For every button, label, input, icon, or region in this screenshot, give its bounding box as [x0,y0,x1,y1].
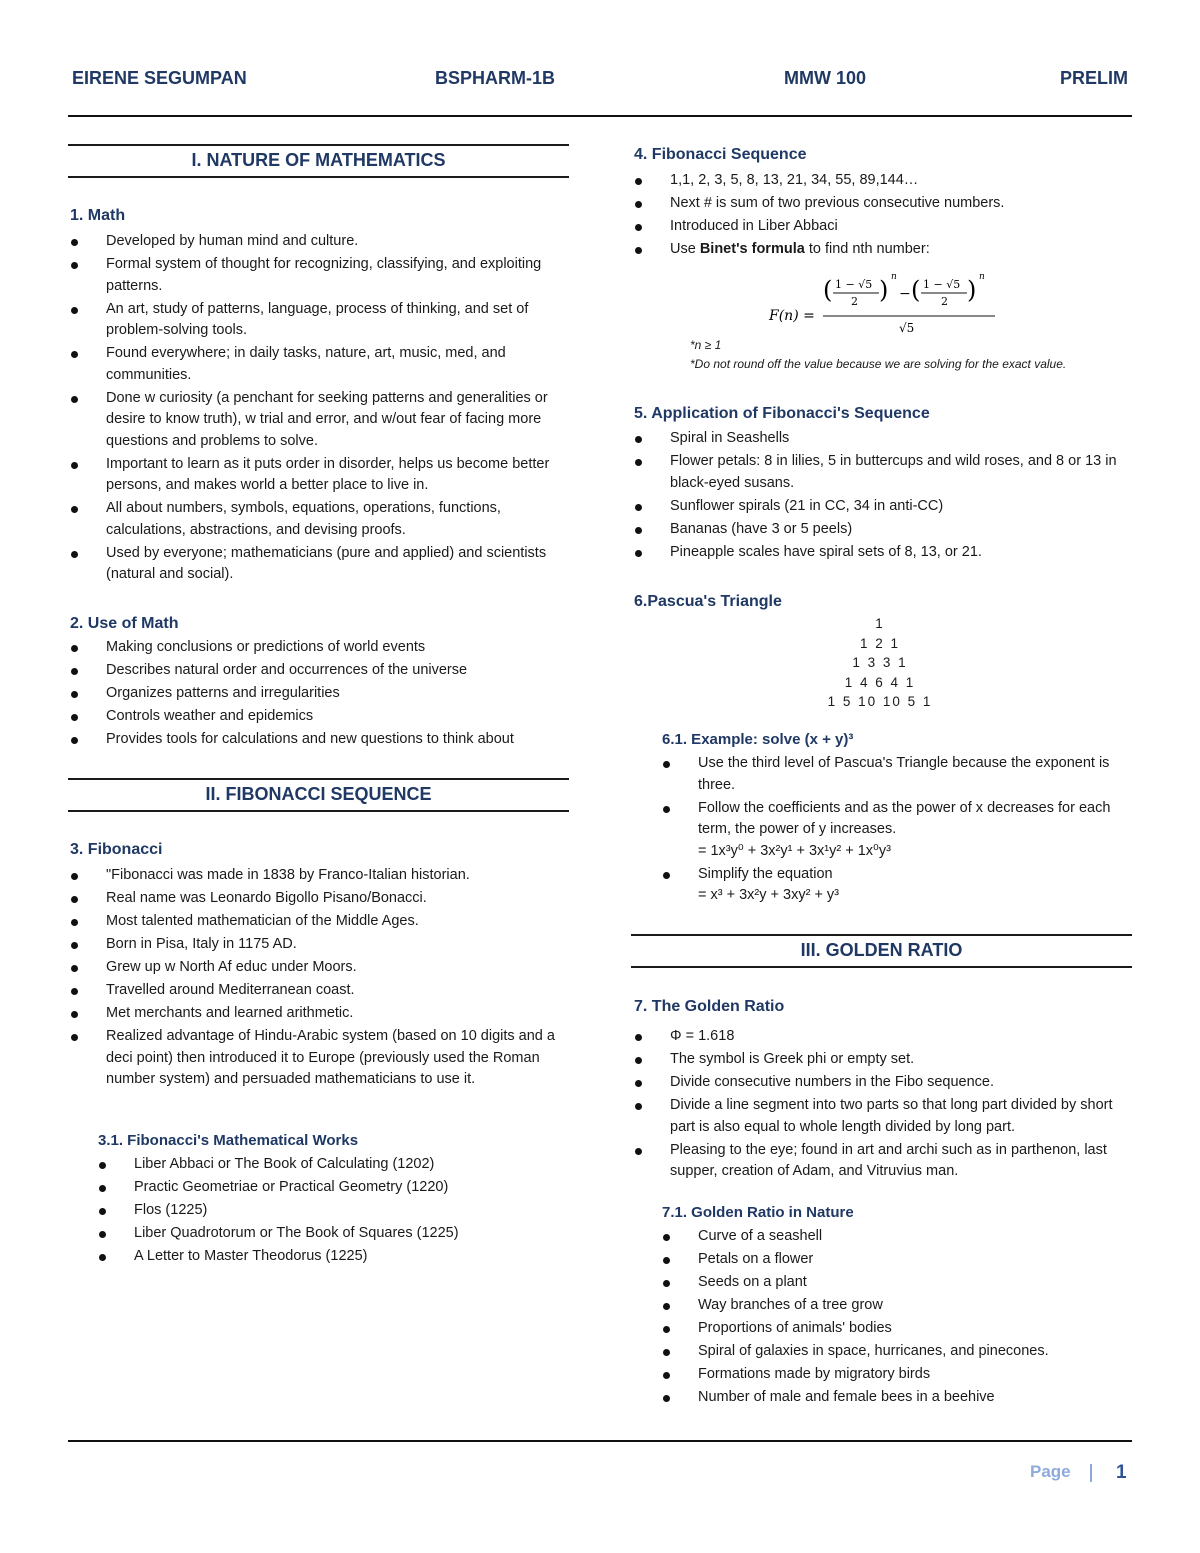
list-item: Controls weather and epidemics [68,706,573,728]
svg-text:√5: √5 [899,321,915,335]
list-item: Seeds on a plant [660,1272,1130,1294]
list-item [660,864,1130,907]
list-item: Realized advantage of Hindu-Arabic system (based on 10 digits and a deci point) then introduced it to Europe (previously used the Roman number system) and persuaded mathematicians to use it. [68,1026,558,1091]
list-item: Found everywhere; in daily tasks, nature, art, music, med, and communities. [68,343,573,386]
fibonacci-works-list [96,1154,566,1269]
section-nature-of-math: I. NATURE OF MATHEMATICS [68,144,569,178]
list-item: Number of male and female bees in a beehive [660,1387,1130,1409]
list-item: Pleasing to the eye; found in art and archi such as in parthenon, last supper, creation of Adam, and Vitruvius man. [632,1140,1132,1183]
pascal-row: 1 5 10 10 5 1 [827,694,933,709]
header-rule [68,115,1132,117]
heading-example: 6.1. Example: solve (x + y)³ [662,731,854,748]
svg-text:n: n [891,272,897,282]
binet-prefix: Use [670,241,700,257]
term: PRELIM [1059,68,1128,88]
list-item: Next # is sum of two previous consecutive numbers. [632,193,1132,215]
svg-text:(: ( [823,276,833,304]
heading-fibonacci: 3. Fibonacci [70,841,163,858]
list-item: Important to learn as it puts order in disorder, helps us become better persons, and makes world a better place to live in. [68,454,573,497]
heading-application: 5. Application of Fibonacci's Sequence [634,405,930,422]
simplified-equation: = x³ + 3x²y + 3xy² + y³ [698,887,840,903]
list-item: Travelled around Mediterranean coast. [68,980,558,1002]
list-item: Formal system of thought for recognizing, classifying, and exploiting patterns. [68,254,573,297]
list-item: All about numbers, symbols, equations, operations, functions, calculations, abstractions, and devising proofs. [68,498,573,541]
list-item: Practic Geometriae or Practical Geometry (1220) [96,1177,566,1199]
example-step-text: Follow the coefficients and as the power of x decreases for each term, the power of y increases. [698,799,1111,837]
binet-formula [765,268,1005,343]
formula-note-exact: *Do not round off the value because we are solving for the exact value. [690,357,1067,371]
list-item [660,798,1130,863]
list-item: Spiral of galaxies in space, hurricanes, and pinecones. [660,1341,1130,1363]
list-item: Proportions of animals' bodies [660,1318,1130,1340]
list-item: Bananas (have 3 or 5 peels) [632,519,1132,541]
pascal-triangle [780,614,980,712]
example-list [660,753,1130,908]
svg-text:(: ( [911,276,921,304]
list-item: Liber Quadrotorum or The Book of Squares (1225) [96,1223,566,1245]
list-item: Used by everyone; mathematicians (pure and applied) and scientists (natural and social). [68,543,573,586]
svg-text:1 − √5: 1 − √5 [835,278,873,291]
heading-pascal-triangle: 6.Pascua's Triangle [634,593,782,610]
list-item: Flower petals: 8 in lilies, 5 in buttercups and wild roses, and 8 or 13 in black-eyed susans. [632,451,1132,494]
list-item: Born in Pisa, Italy in 1175 AD. [68,934,558,956]
list-item: Φ = 1.618 [632,1026,1132,1048]
binet-suffix: to find nth number: [804,241,930,257]
list-item: Sunflower spirals (21 in CC, 34 in anti-CC) [632,496,1132,518]
expansion-terms: = 1x³y⁰ + 3x²y¹ + 3x¹y² + 1x⁰y³ [698,842,891,859]
page-header [68,68,1132,96]
list-item: Done w curiosity (a penchant for seeking patterns and generalities or desire to know truth), w trial and error, and w/out fear of facing more questions and problems to solve. [68,388,573,453]
svg-text:): ) [967,276,977,304]
fibonacci-sequence-list [632,170,1132,262]
application-list [632,428,1132,565]
math-list [68,231,573,587]
svg-text:n: n [979,272,985,282]
list-item: Met merchants and learned arithmetic. [68,1003,558,1025]
list-item: Liber Abbaci or The Book of Calculating (1202) [96,1154,566,1176]
list-item: Introduced in Liber Abbaci [632,216,1132,238]
svg-text:2: 2 [941,295,948,308]
list-item: Divide a line segment into two parts so that long part divided by short part is also equal to whole length divided by long part. [632,1095,1132,1138]
list-item: Flos (1225) [96,1200,566,1222]
pascal-row: 1 4 6 4 1 [844,674,916,690]
svg-text:): ) [879,276,889,304]
list-item: Curve of a seashell [660,1226,1130,1248]
list-item: Developed by human mind and culture. [68,231,573,253]
page-label: Page [1030,1462,1071,1481]
list-item: Spiral in Seashells [632,428,1132,450]
list-item: 1,1, 2, 3, 5, 8, 13, 21, 34, 55, 89,144… [632,170,1132,192]
formula-note-n: *n ≥ 1 [690,338,722,352]
list-item: "Fibonacci was made in 1838 by Franco-Italian historian. [68,865,558,887]
list-item: Pineapple scales have spiral sets of 8, 13, or 21. [632,542,1132,564]
pascal-row: 1 3 3 1 [852,655,908,670]
svg-text:2: 2 [851,295,858,308]
page-number: 1 [1116,1462,1127,1483]
list-item: Grew up w North Af educ under Moors. [68,957,558,979]
heading-math: 1. Math [70,207,126,224]
footer-rule [68,1440,1132,1442]
list-item: Petals on a flower [660,1249,1130,1271]
binet-formula-graphic [765,268,1005,338]
pascal-row: 1 2 1 [859,635,901,651]
list-item: The symbol is Greek phi or empty set. [632,1049,1132,1071]
golden-ratio-list [632,1026,1132,1184]
heading-golden-nature: 7.1. Golden Ratio in Nature [662,1204,854,1221]
heading-fibonacci-works: 3.1. Fibonacci's Mathematical Works [98,1132,359,1149]
golden-nature-list [660,1226,1130,1410]
svg-text:−: − [899,286,911,302]
heading-use-of-math: 2. Use of Math [70,615,179,632]
section-fibonacci-sequence: II. FIBONACCI SEQUENCE [68,778,569,812]
list-item: Way branches of a tree grow [660,1295,1130,1317]
heading-fibonacci-sequence: 4. Fibonacci Sequence [634,146,807,163]
list-item: Organizes patterns and irregularities [68,683,573,705]
list-item: Describes natural order and occurrences of the universe [68,660,573,682]
fibonacci-list [68,865,558,1092]
list-item: Real name was Leonardo Bigollo Pisano/Bonacci. [68,888,558,910]
list-item: An art, study of patterns, language, process of thinking, and set of problem-solving tools. [68,299,573,342]
program: BSPHARM-1B [435,68,556,88]
list-item: Most talented mathematician of the Middle Ages. [68,911,558,933]
list-item: A Letter to Master Theodorus (1225) [96,1246,566,1268]
section-golden-ratio: III. GOLDEN RATIO [631,934,1132,968]
course-code: MMW 100 [784,68,867,88]
list-item: Making conclusions or predictions of world events [68,637,573,659]
footer-separator [1090,1464,1092,1482]
use-of-math-list [68,637,573,752]
list-item: Use the third level of Pascua's Triangle because the exponent is three. [660,753,1130,796]
list-item: Formations made by migratory birds [660,1364,1130,1386]
list-item: Provides tools for calculations and new questions to think about [68,729,573,751]
formula-lhs: F(n) = [769,308,815,324]
example-step-text: Simplify the equation [698,865,833,882]
list-item [632,239,1132,261]
heading-golden-ratio: 7. The Golden Ratio [634,998,785,1015]
pascal-row: 1 [875,616,885,631]
student-name: EIRENE SEGUMPAN [72,68,247,88]
binet-formula-name: Binet's formula [699,241,805,257]
svg-text:1 − √5: 1 − √5 [923,278,961,291]
list-item: Divide consecutive numbers in the Fibo sequence. [632,1072,1132,1094]
